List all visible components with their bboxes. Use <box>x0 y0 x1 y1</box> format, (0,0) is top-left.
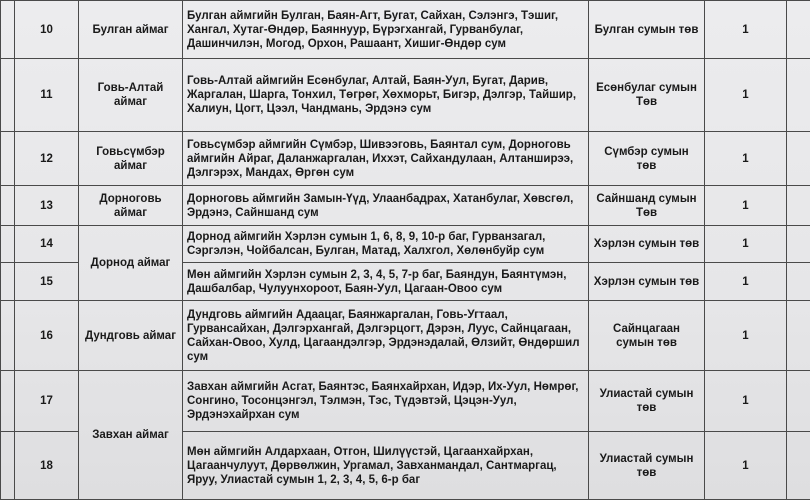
row-number: 16 <box>15 301 79 371</box>
table-row <box>1 1 810 59</box>
soum-list: Мөн аймгийн Хэрлэн сумын 2, 3, 4, 5, 7-р баг, Баяндун, Баянтүмэн, Дашбалбар, Чулуунхороот, Баян-Уул, Цагаан-Овоо сум <box>183 263 589 301</box>
row-number: 10 <box>15 1 79 59</box>
margin-cell <box>1 301 15 371</box>
margin-cell <box>1 132 15 186</box>
margin-cell <box>1 59 15 132</box>
margin-cell <box>787 301 810 371</box>
count-value: 1 <box>705 59 787 132</box>
margin-cell <box>787 226 810 263</box>
table-row <box>1 132 810 186</box>
center-name: Сүмбэр сумын төв <box>589 132 705 186</box>
center-name: Хэрлэн сумын төв <box>589 226 705 263</box>
margin-cell <box>787 186 810 226</box>
row-number: 15 <box>15 263 79 301</box>
count-value: 1 <box>705 263 787 301</box>
center-name: Сайншанд сумын Төв <box>589 186 705 226</box>
soum-list: Говь-Алтай аймгийн Есөнбулаг, Алтай, Баян-Уул, Бугат, Дарив, Жаргалан, Шарга, Тонхил, Төгрөг, Хөхморьт, Бигэр, Дэлгэр, Тайшир, Халиун, Цогт, Цээл, Чандмань, Эрдэнэ сум <box>183 59 589 132</box>
center-name: Булган сумын төв <box>589 1 705 59</box>
count-value: 1 <box>705 1 787 59</box>
count-value: 1 <box>705 301 787 371</box>
aimag-name: Говь-Алтай аймаг <box>79 59 183 132</box>
margin-cell <box>1 1 15 59</box>
margin-cell <box>1 263 15 301</box>
margin-cell <box>787 59 810 132</box>
count-value: 1 <box>705 186 787 226</box>
row-number: 18 <box>15 432 79 500</box>
margin-cell <box>787 432 810 500</box>
soum-list: Завхан аймгийн Асгат, Баянтэс, Баянхайрхан, Идэр, Их-Уул, Нөмрөг, Сонгино, Тосонцэнгэл, Тэлмэн, Тэс, Түдэвтэй, Цэцэн-Уул, Эрдэнэхайрхан сум <box>183 371 589 432</box>
aimag-name: Дорнод аймаг <box>79 226 183 301</box>
aimag-name: Говьсүмбэр аймаг <box>79 132 183 186</box>
table-row <box>1 59 810 132</box>
row-number: 13 <box>15 186 79 226</box>
aimag-name: Дорноговь аймаг <box>79 186 183 226</box>
soum-list: Булган аймгийн Булган, Баян-Агт, Бугат, Сайхан, Сэлэнгэ, Тэшиг, Хангал, Хутаг-Өндөр, Баяннуур, Бүрэгхангай, Гурванбулаг, Дашинчилэн, Могод, Орхон, Рашаант, Хишиг-Өндөр сум <box>183 1 589 59</box>
row-number: 14 <box>15 226 79 263</box>
aimag-name: Завхан аймаг <box>79 371 183 500</box>
count-value: 1 <box>705 371 787 432</box>
center-name: Улиастай сумын төв <box>589 371 705 432</box>
count-value: 1 <box>705 432 787 500</box>
margin-cell <box>787 371 810 432</box>
soum-list: Дундговь аймгийн Адаацаг, Баянжаргалан, Говь-Угтаал, Гурвансайхан, Дэлгэрхангай, Дэлгэрцогт, Дэрэн, Луус, Сайнцагаан, Сайхан-Овоо, Хулд, Цагаандэлгэр, Эрдэнэдалай, Өлзийт, Өндөршил сум <box>183 301 589 371</box>
center-name: Есөнбулаг сумын Төв <box>589 59 705 132</box>
row-number: 17 <box>15 371 79 432</box>
count-value: 1 <box>705 132 787 186</box>
table-row <box>1 226 810 263</box>
margin-cell <box>787 263 810 301</box>
row-number: 12 <box>15 132 79 186</box>
soum-list: Дорнод аймгийн Хэрлэн сумын 1, 6, 8, 9, 10-р баг, Гурванзагал, Сэргэлэн, Чойбалсан, Булган, Матад, Халхгол, Хөлөнбуйр сум <box>183 226 589 263</box>
margin-cell <box>787 1 810 59</box>
aimag-name: Булган аймаг <box>79 1 183 59</box>
margin-cell <box>1 226 15 263</box>
soum-list: Мөн аймгийн Алдархаан, Отгон, Шилүүстэй, Цагаанхайрхан, Цагаанчулуут, Дөрвөлжин, Ургамал, Завханмандал, Сантмаргац, Яруу, Улиастай сумын 1, 2, 3, 4, 5, 6-р баг <box>183 432 589 500</box>
table-row <box>1 186 810 226</box>
margin-cell <box>787 132 810 186</box>
margin-cell <box>1 186 15 226</box>
center-name: Хэрлэн сумын төв <box>589 263 705 301</box>
margin-cell <box>1 371 15 432</box>
table-row <box>1 371 810 432</box>
count-value: 1 <box>705 226 787 263</box>
table-row <box>1 301 810 371</box>
center-name: Улиастай сумын төв <box>589 432 705 500</box>
center-name: Сайнцагаан сумын төв <box>589 301 705 371</box>
margin-cell <box>1 432 15 500</box>
aimag-name: Дундговь аймаг <box>79 301 183 371</box>
soum-list: Говьсүмбэр аймгийн Сүмбэр, Шивээговь, Баянтал сум, Дорноговь аймгийн Айраг, Даланжаргалан, Иххэт, Сайхандулаан, Алтанширээ, Дэлгэрэх, Мандах, Өргөн сум <box>183 132 589 186</box>
soum-list: Дорноговь аймгийн Замын-Үүд, Улаанбадрах, Хатанбулаг, Хөвсгөл, Эрдэнэ, Сайншанд сум <box>183 186 589 226</box>
row-number: 11 <box>15 59 79 132</box>
